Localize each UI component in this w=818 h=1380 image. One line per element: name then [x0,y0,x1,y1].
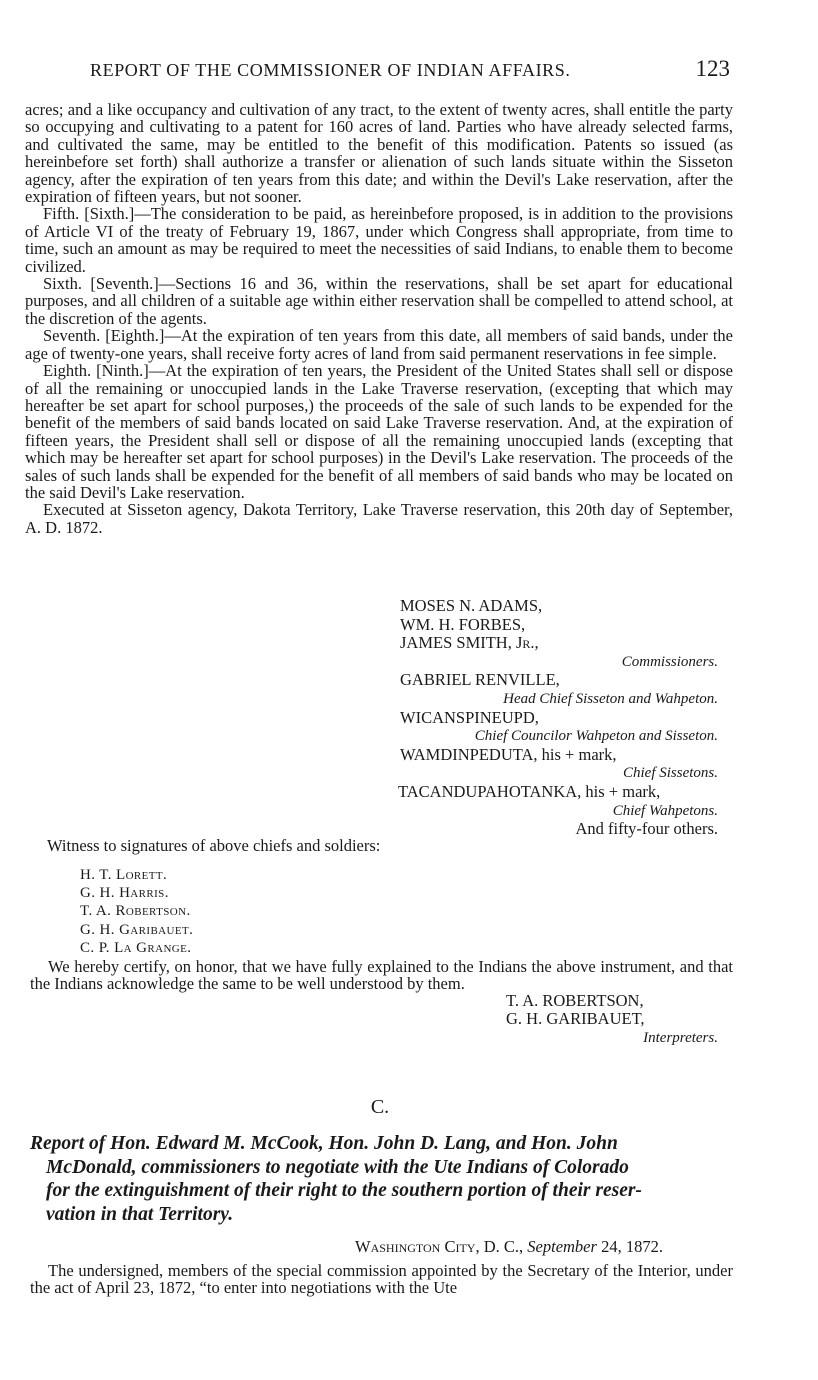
witness-name: G. H. Garibauet. [80,921,194,938]
witness-label: Witness to signatures of above chiefs and soldiers: [47,836,381,855]
fifty-four-others: And fifty-four others. [575,819,718,839]
opening-paragraph: The undersigned, members of the special commission appointed by the Secretary of the Interior, under the act of April 23, 1872, “to enter into negotiations with the Ute [30,1261,733,1298]
witness-name: C. P. La Grange. [80,939,192,956]
signatory-smith [400,634,718,653]
role-head-chief: Head Chief Sisseton and Wahpeton. [503,690,718,707]
role-chief-wahpetons: Chief Wahpetons. [612,802,718,819]
certification-text [30,958,733,993]
treaty-text [25,101,733,536]
paragraph-seventh: Seventh. [Eighth.]—At the expiration of ten years from this date, all members of said bands, under the age of twenty-one years, shall receive forty acres of land from said permanent reservations in fee simple. [25,326,733,363]
signatory-renville: GABRIEL RENVILLE, [400,670,560,690]
signatory-tacandupahotanka: TACANDUPAHOTANKA, his + mark, [398,781,661,801]
interpreter-robertson: T. A. ROBERTSON, [506,991,644,1010]
dateline-day: 24, 1872. [601,1237,663,1256]
report-title-line: for the extinguishment of their right to the southern portion of their reser- [46,1180,642,1201]
report-opening [30,1262,733,1297]
certification-paragraph: We hereby certify, on honor, that we have fully explained to the Indians the above instrument, and that the Indians acknowledge the same to be well understood by them. [30,957,733,994]
signatory-wicanspineupd: WICANSPINEUPD, [400,707,539,727]
witness-name: G. H. Harris. [80,885,169,902]
interpreter-garibauet: G. H. GARIBAUET, [506,1009,645,1029]
signatory-smith-name: JAMES SMITH, J [400,633,523,653]
role-chief-sissetons: Chief Sissetons. [622,765,718,782]
witness-name: T. A. Robertson. [80,903,191,920]
dateline-place: Washington City, D. C., [355,1237,524,1256]
signatory-adams: MOSES N. ADAMS, [400,596,543,615]
paragraph-eighth: Eighth. [Ninth.]—At the expiration of ten years, the President of the United States shall sell or dispose of all the remaining or unoccupied lands in the Lake Traverse reservation, (excepting that which may hereafter be set apart for school purposes,) the proceeds of the sale of such lands to be expended for the benefit of the members of said bands located on said Lake Traverse reservation. And, at the expiration of fifteen years, the President shall sell or dispose of all the remaining unoccupied lands (excepting that which may be hereafter set apart for school purposes) in the Devil's Lake reservation. The proceeds of the sales of such lands shall be expended for the benefit of all members of said bands who may be located on the said Devil's Lake reservation. [25,361,733,502]
report-title [30,1132,740,1226]
signatory-smith-suffix: r., [522,633,539,653]
report-title-line: Report of Hon. Edward M. McCook, Hon. John D. Lang, and Hon. John [30,1133,618,1154]
dateline-month: September [527,1237,597,1256]
paragraph-sixth: Sixth. [Seventh.]—Sections 16 and 36, within the reservations, shall be set apart for educational purposes, and all children of a suitable age within either reservation shall be compelled to attend school, at the discretion of the agents. [25,274,733,328]
witness-name: H. T. Lorett. [80,867,168,883]
role-commissioners: Commissioners. [621,653,718,670]
paragraph-executed: Executed at Sisseton agency, Dakota Territory, Lake Traverse reservation, this 20th day of September, A. D. 1872. [25,500,733,537]
paragraph-fifth: Fifth. [Sixth.]—The consideration to be paid, as hereinbefore proposed, is in addition to the provisions of Article VI of the treaty of February 19, 1867, under which Congress shall appropriate, from time to time, such an amount as may be required to meet the necessities of said Indians, to enable them to become civilized. [25,204,733,276]
running-header [90,56,730,88]
report-title-line: vation in that Territory. [46,1203,234,1225]
header-title: REPORT OF THE COMMISSIONER OF INDIAN AFFAIRS. [90,60,571,80]
page-number: 123 [695,56,730,81]
interpreter-signatures [506,992,718,1047]
signature-block [400,597,718,839]
role-chief-councilor: Chief Councilor Wahpeton and Sisseton. [474,728,718,745]
dateline [355,1237,663,1257]
signatory-wamdinpeduta: WAMDINPEDUTA, his + mark, [400,744,617,764]
witness-list [80,866,193,957]
paragraph-acres: acres; and a like occupancy and cultivation of any tract, to the extent of twenty acres, shall entitle the party so occupying and cultivating to a patent for 160 acres of land. Parties who have already selected farms, and cultivated the same, may be entitled to the benefit of this modification. Patents so issued (as hereinbefore set forth) shall authorize a transfer or alienation of such lands situate within the Sisseton agency, after the expiration of ten years from this date; and within the Devil's Lake reservation, after the expiration of fifteen years, but not sooner. [25,100,733,207]
signatory-forbes: WM. H. FORBES, [400,614,526,634]
section-letter: C. [370,1096,390,1118]
role-interpreters: Interpreters. [643,1029,718,1046]
report-title-line: McDonald, commissioners to negotiate with the Ute Indians of Colorado [46,1156,629,1178]
